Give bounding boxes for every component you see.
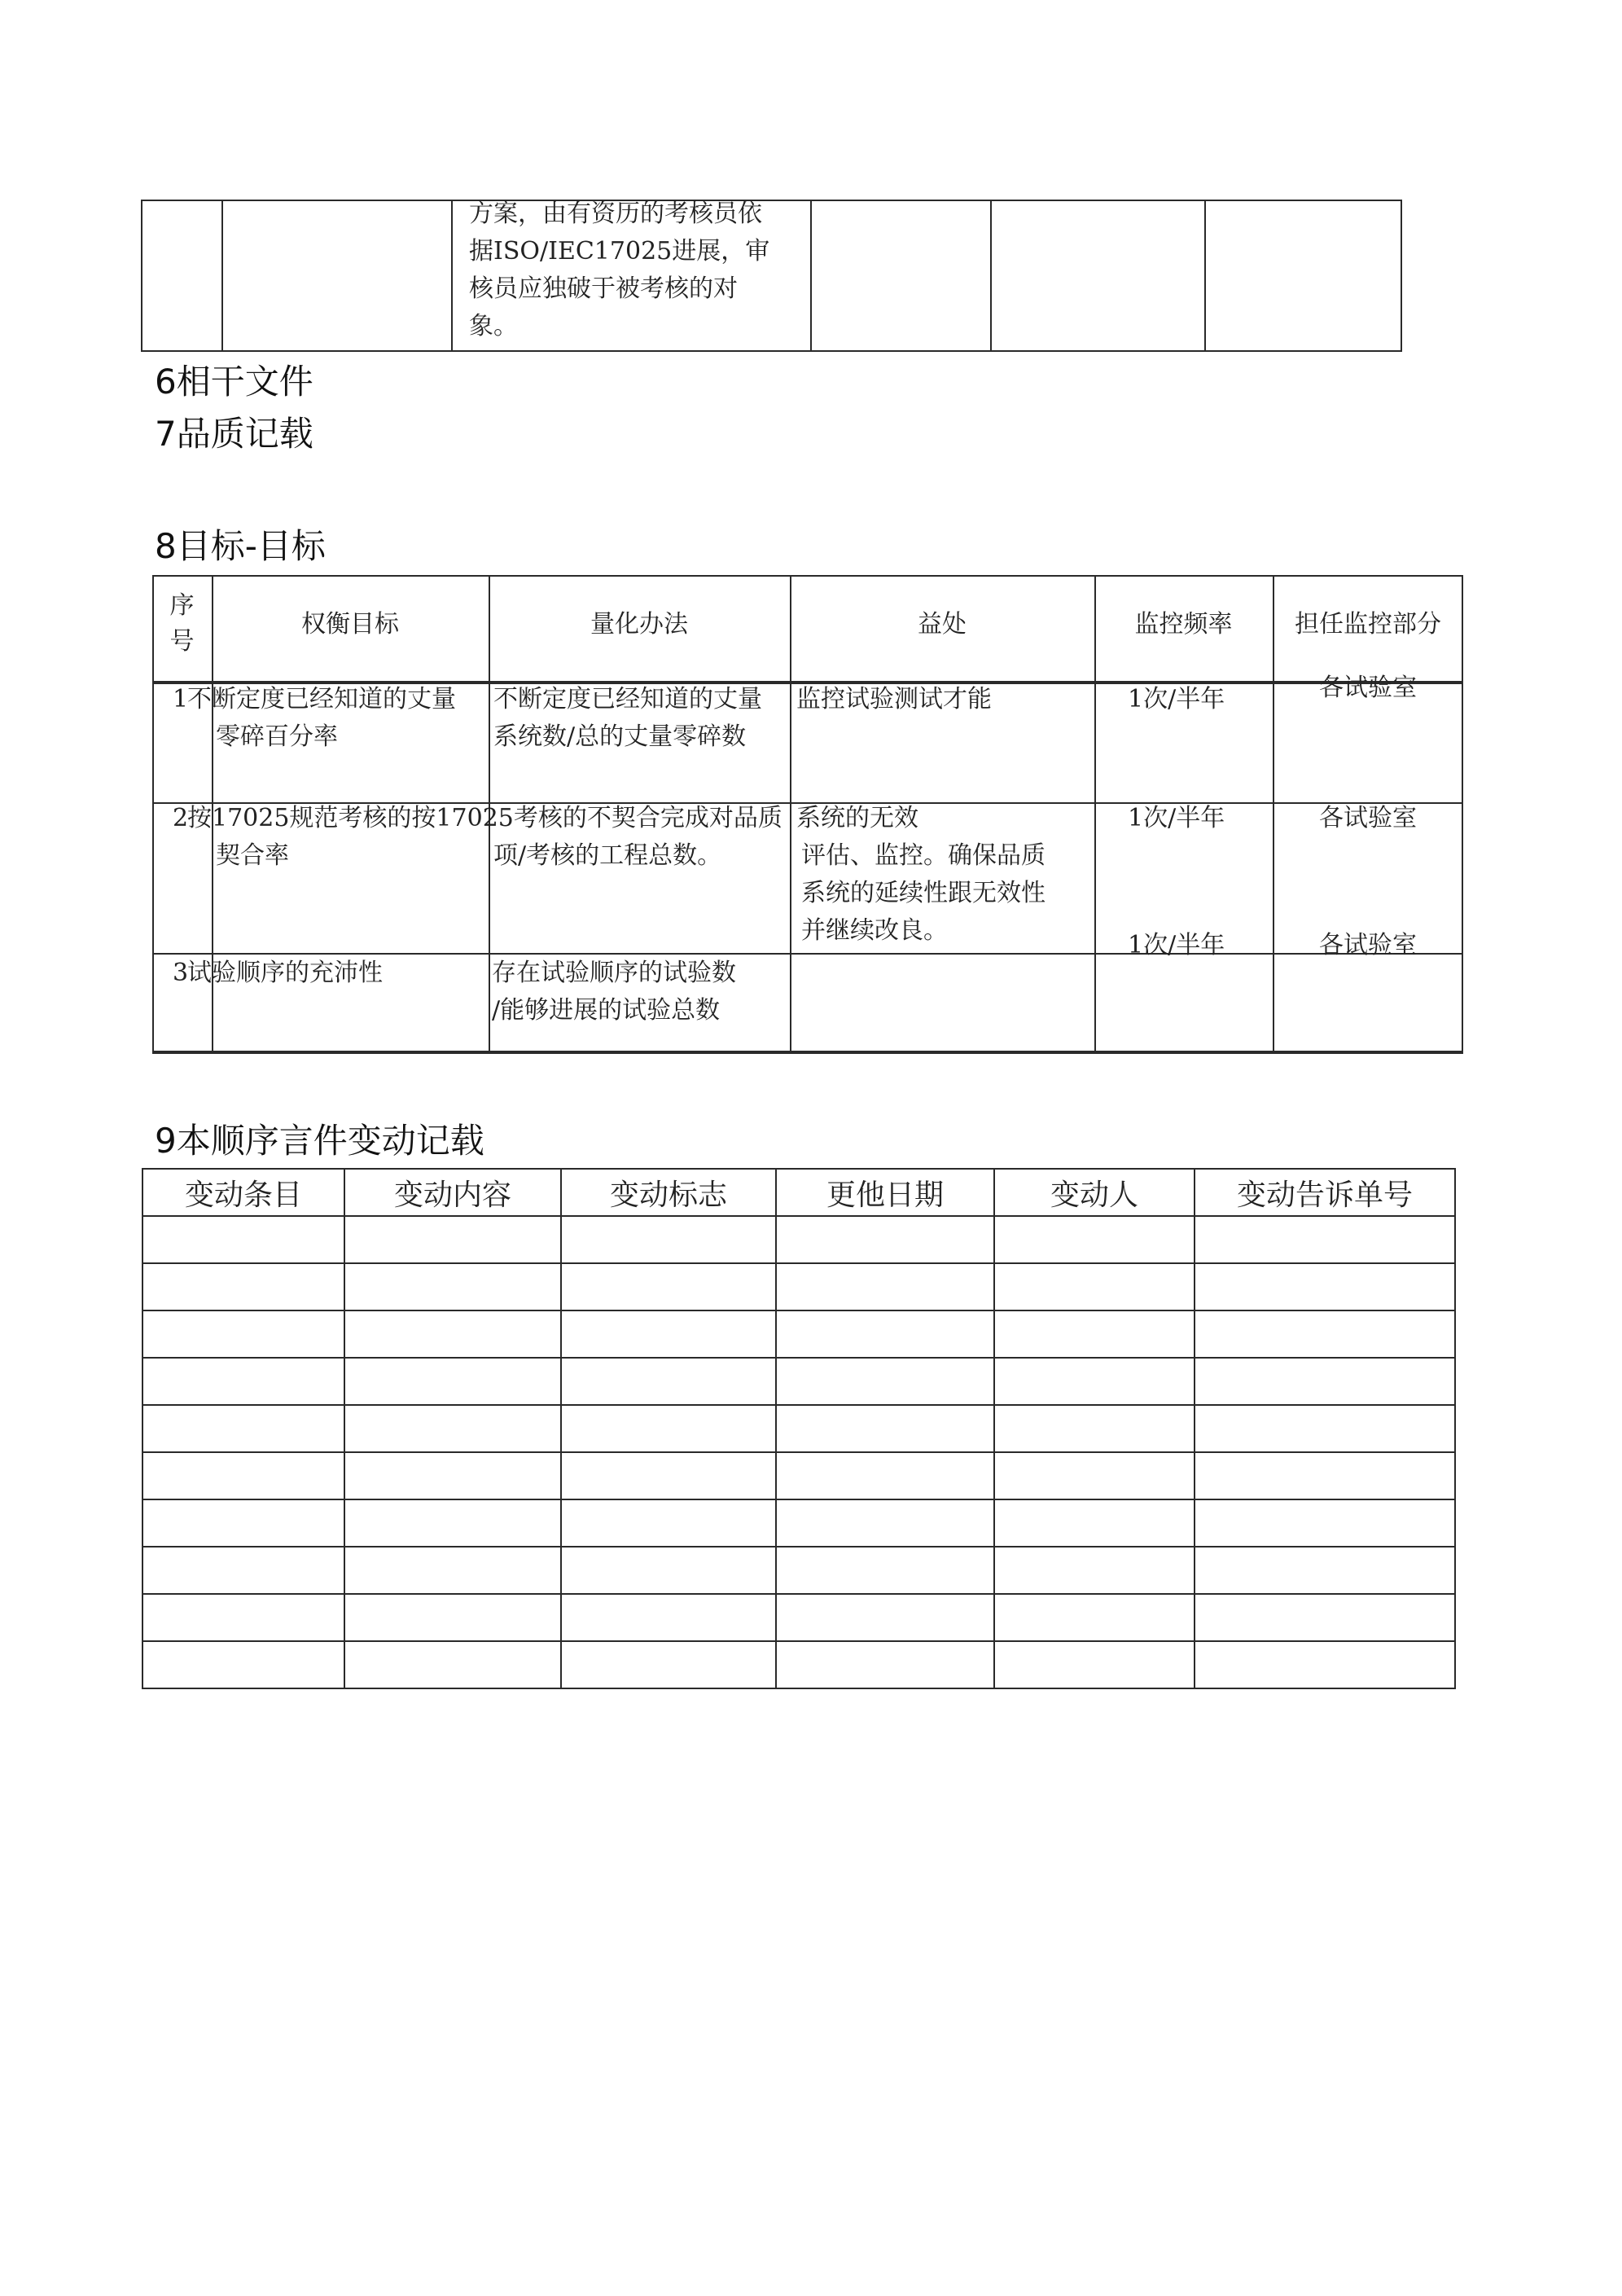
goals-row-3-frequency: 1次/半年 (1128, 931, 1225, 959)
table-row (142, 1216, 1455, 1263)
table-cell (994, 1263, 1195, 1310)
table-row (142, 1594, 1455, 1641)
text-line: 方案，由有资历的考核员依 (469, 200, 762, 228)
text-line: 系统的延续性跟无效性 (801, 879, 1046, 907)
table-cell (142, 1452, 344, 1499)
change-table-header-row (142, 1169, 1455, 1216)
table-cell (561, 1547, 776, 1594)
table-row (142, 1405, 1455, 1452)
top-table-divider (1204, 200, 1206, 352)
text-line: 不断定度已经知道的丈量 (187, 685, 456, 713)
table-cell (142, 1216, 344, 1263)
goals-row-1-benefit: 监控试验测试才能 (796, 685, 992, 713)
table-cell (1195, 1641, 1455, 1688)
goals-row-1-frequency: 1次/半年 (1128, 685, 1225, 713)
table-cell (776, 1310, 994, 1358)
goals-header-goal: 权衡目标 (301, 610, 399, 639)
text-line: 核员应独破于被考核的对 (469, 274, 738, 303)
text-line: 契合率 (216, 841, 289, 870)
table-row (142, 1452, 1455, 1499)
change-record-table (142, 1168, 1456, 1689)
goals-header-department: 担任监控部分 (1295, 610, 1441, 639)
table-cell (776, 1452, 994, 1499)
goals-row-2-frequency: 1次/半年 (1128, 804, 1225, 832)
goals-row-2-benefit (796, 800, 1094, 950)
table-cell (1195, 1405, 1455, 1452)
table-cell (561, 1641, 776, 1688)
table-cell (776, 1594, 994, 1641)
table-cell (142, 1547, 344, 1594)
change-header-content: 变动内容 (344, 1169, 561, 1216)
top-table-divider (451, 200, 453, 352)
table-cell (994, 1405, 1195, 1452)
table-cell (344, 1499, 561, 1547)
top-table-divider (990, 200, 992, 352)
text-line: 并继续改良。 (801, 916, 948, 945)
table-cell (344, 1216, 561, 1263)
table-row (142, 1263, 1455, 1310)
change-table-body (142, 1216, 1455, 1688)
text-line: 项/考核的工程总数。 (493, 841, 722, 870)
table-row (142, 1310, 1455, 1358)
change-header-notice-no: 变动告诉单号 (1195, 1169, 1455, 1216)
table-cell (776, 1216, 994, 1263)
table-row (142, 1358, 1455, 1405)
table-row (142, 1547, 1455, 1594)
section-heading-8: 8目标-目标 (155, 526, 326, 566)
goals-row-1-method (493, 681, 795, 756)
goals-row-2-department: 各试验室 (1319, 804, 1417, 832)
change-header-person: 变动人 (994, 1169, 1195, 1216)
goals-header-frequency: 监控频率 (1134, 610, 1233, 639)
goals-row-1-no: 1 (173, 685, 189, 713)
table-row (142, 1641, 1455, 1688)
text-line: 不断定度已经知道的丈量 (493, 685, 762, 713)
table-cell (776, 1499, 994, 1547)
table-cell (561, 1594, 776, 1641)
table-cell (1195, 1310, 1455, 1358)
goals-row-2-method (493, 837, 787, 875)
goals-col-divider (1094, 575, 1096, 1054)
change-header-mark: 变动标志 (561, 1169, 776, 1216)
table-cell (1195, 1452, 1455, 1499)
table-cell (994, 1499, 1195, 1547)
table-cell (776, 1547, 994, 1594)
text-line: 系统数/总的丈量零碎数 (493, 722, 747, 751)
table-cell (561, 1499, 776, 1547)
goals-row-3-department: 各试验室 (1319, 931, 1417, 959)
goals-row-3-method (492, 955, 790, 1029)
text-line: 象。 (469, 312, 518, 340)
table-cell (994, 1641, 1195, 1688)
text-line: 系统的无效 (796, 804, 918, 832)
table-row (142, 1499, 1455, 1547)
text-line: 按17025规范考核的按17025考核的不契合完成对品质 (187, 804, 783, 832)
table-cell (344, 1310, 561, 1358)
table-cell (344, 1452, 561, 1499)
table-cell (561, 1405, 776, 1452)
table-cell (561, 1263, 776, 1310)
table-cell (344, 1547, 561, 1594)
text-line: /能够进展的试验总数 (492, 996, 721, 1025)
text-line: 存在试验顺序的试验数 (492, 959, 736, 987)
table-cell (1195, 1547, 1455, 1594)
table-cell (344, 1641, 561, 1688)
table-cell (142, 1499, 344, 1547)
table-cell (142, 1641, 344, 1688)
table-cell (994, 1310, 1195, 1358)
table-cell (994, 1216, 1195, 1263)
top-table-divider (221, 200, 223, 352)
table-cell (344, 1405, 561, 1452)
goals-row-3-goal: 试验顺序的充沛性 (187, 959, 383, 987)
table-cell (142, 1594, 344, 1641)
section-heading-7: 7品质记载 (155, 414, 313, 454)
table-cell (994, 1547, 1195, 1594)
table-cell (1195, 1358, 1455, 1405)
table-cell (344, 1594, 561, 1641)
table-cell (561, 1216, 776, 1263)
table-cell (344, 1358, 561, 1405)
table-cell (1195, 1499, 1455, 1547)
table-cell (994, 1452, 1195, 1499)
table-cell (142, 1405, 344, 1452)
goals-row-1-department: 各试验室 (1319, 674, 1417, 702)
table-cell (994, 1594, 1195, 1641)
section-heading-9: 9本顺序言件变动记载 (155, 1121, 484, 1161)
goals-row-3-no: 3 (173, 959, 189, 987)
table-cell (776, 1405, 994, 1452)
top-table-divider (810, 200, 812, 352)
goals-header-benefit: 益处 (918, 610, 967, 639)
table-cell (1195, 1263, 1455, 1310)
table-cell (1195, 1594, 1455, 1641)
table-cell (776, 1358, 994, 1405)
table-cell (561, 1358, 776, 1405)
top-table-cell-text (469, 195, 795, 345)
goals-row-2-no: 2 (173, 804, 189, 832)
table-cell (142, 1310, 344, 1358)
goals-row-1-goal (187, 681, 489, 756)
text-line: 评估、监控。确保品质 (801, 841, 1046, 870)
change-header-date: 更他日期 (776, 1169, 994, 1216)
goals-header-no: 序 号 (169, 591, 195, 656)
section-heading-6: 6相干文件 (155, 362, 313, 402)
change-header-item: 变动条目 (142, 1169, 344, 1216)
table-cell (142, 1263, 344, 1310)
table-cell (344, 1263, 561, 1310)
table-cell (776, 1263, 994, 1310)
table-cell (561, 1310, 776, 1358)
text-line: 零碎百分率 (216, 722, 338, 751)
table-cell (776, 1641, 994, 1688)
table-cell (561, 1452, 776, 1499)
table-cell (142, 1358, 344, 1405)
text-line: 据ISO/IEC17025进展，审 (469, 237, 770, 266)
table-cell (994, 1358, 1195, 1405)
goals-header-method: 量化办法 (590, 610, 688, 639)
table-cell (1195, 1216, 1455, 1263)
